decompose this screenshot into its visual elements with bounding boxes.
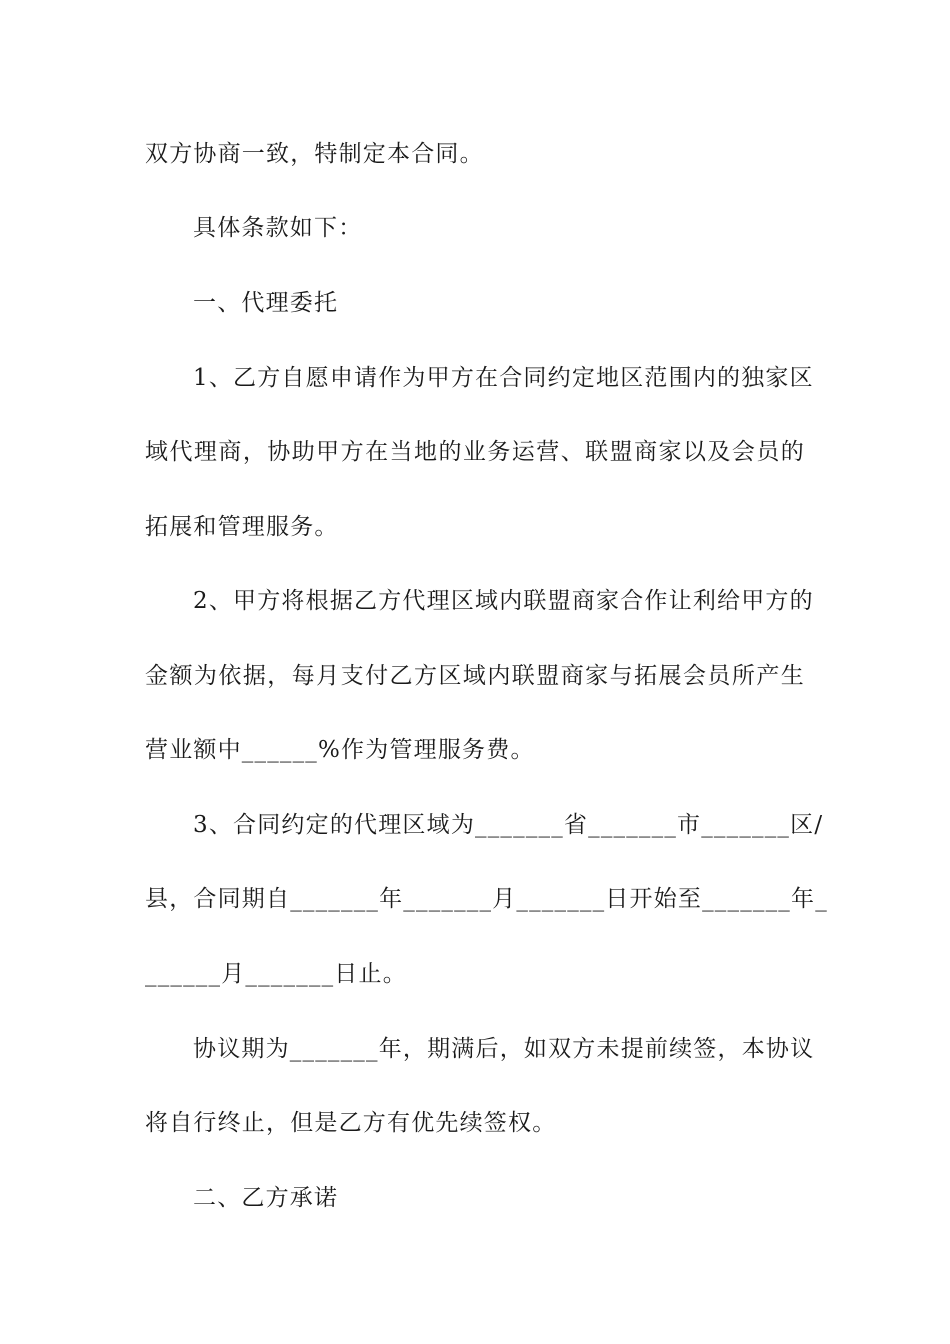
paragraph-line: 域代理商，协助甲方在当地的业务运营、联盟商家以及会员的 [145,439,805,465]
paragraph-line: 县，合同期自_______年_______月_______日开始至_______年_ [145,886,828,912]
section-heading: 二、乙方承诺 [193,1185,339,1211]
paragraph-line: 3、合同约定的代理区域为_______省_______市_______区/ [193,812,824,838]
paragraph-line: 2、甲方将根据乙方代理区域内联盟商家合作让利给甲方的 [193,588,814,614]
paragraph-line: 金额为依据，每月支付乙方区域内联盟商家与拓展会员所产生 [145,663,805,689]
paragraph-line: 将自行终止，但是乙方有优先续签权。 [145,1110,557,1136]
paragraph-line: 营业额中______%作为管理服务费。 [145,737,535,763]
paragraph-line: 双方协商一致，特制定本合同。 [145,141,484,167]
paragraph-line: 1、乙方自愿申请作为甲方在合同约定地区范围内的独家区 [193,365,814,391]
paragraph-line: 拓展和管理服务。 [145,514,339,540]
paragraph-line: 协议期为_______年，期满后，如双方未提前续签，本协议 [193,1036,815,1062]
paragraph-line: ______月_______日止。 [145,961,407,987]
section-heading: 一、代理委托 [193,290,339,316]
paragraph-line: 具体条款如下： [193,215,363,241]
